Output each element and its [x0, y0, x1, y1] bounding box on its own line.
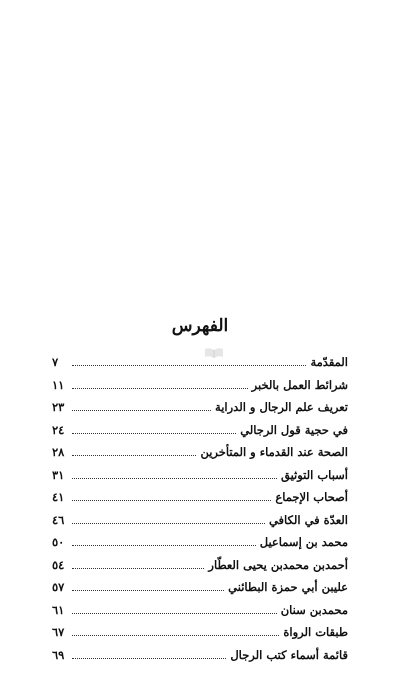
toc-page-number: ٦٩: [52, 647, 65, 662]
toc-entry-title: قائمة أسماء كتب الرجال: [230, 647, 348, 662]
toc-entry: [52, 511, 348, 527]
toc-entry: [52, 601, 348, 617]
toc-entry: [52, 421, 348, 437]
toc-page-number: ٤١: [52, 490, 65, 504]
toc-entry-title: أسباب التوثيق: [280, 467, 348, 482]
toc-leader-dots: [72, 612, 277, 614]
toc-leader-dots: [72, 589, 224, 591]
toc-page-number: ٥٧: [52, 580, 65, 594]
toc-page-number: ٢٨: [52, 445, 65, 459]
toc-page-number: ٧: [52, 355, 59, 369]
toc-entry-title: طبقات الرواة: [283, 625, 348, 639]
toc-entry: [52, 533, 348, 549]
toc-entry-title: تعريف علم الرجال و الدراية: [215, 400, 348, 414]
toc-entry-title: عليبن أبي حمزة البطائني: [228, 580, 348, 594]
toc-entry: [52, 443, 348, 459]
toc-leader-dots: [72, 544, 256, 546]
toc-page-number: ٢٣: [52, 400, 65, 414]
toc-leader-dots: [72, 657, 226, 659]
toc-leader-dots: [72, 499, 271, 501]
toc-page-number: ١١: [52, 377, 65, 392]
toc-page-number: ٥٤: [52, 557, 65, 572]
toc-leader-dots: [72, 634, 279, 636]
toc-entry-title: أصحاب الإجماع: [275, 490, 348, 504]
toc-entry-title: محمد بن إسماعيل: [259, 535, 348, 549]
toc-entry-title: في حجية قول الرجالي: [240, 422, 348, 437]
toc-leader-dots: [72, 477, 277, 479]
toc-entry: [52, 488, 348, 504]
toc-entry: [52, 376, 348, 392]
toc-entry: [52, 646, 348, 662]
toc-page-number: ٢٤: [52, 422, 65, 437]
toc-entry: [52, 578, 348, 594]
toc-entry-title: أحمدبن محمدبن يحيى العطّار: [208, 557, 348, 572]
toc-leader-dots: [72, 432, 236, 434]
toc-entry-title: الصحة عند القدماء و المتأخرين: [200, 445, 348, 459]
toc-entry: [52, 398, 348, 414]
page-title: الفهرس: [171, 316, 229, 336]
toc-entry: [52, 353, 348, 369]
toc-entry-title: العدّة في الكافي: [268, 512, 348, 527]
toc-entry-title: شرائط العمل بالخبر: [251, 377, 348, 392]
toc-page-number: ٣١: [52, 467, 65, 482]
toc-page-number: ٦٧: [52, 625, 65, 639]
toc-page-number: ٥٠: [52, 535, 65, 549]
toc-leader-dots: [72, 409, 211, 411]
toc-leader-dots: [72, 454, 196, 456]
toc-page-number: ٦١: [52, 602, 65, 617]
toc-entry: [52, 466, 348, 482]
toc-entry: [52, 623, 348, 639]
toc-page-number: ٤٦: [52, 512, 65, 527]
toc-leader-dots: [72, 522, 265, 524]
toc-leader-dots: [72, 364, 306, 366]
toc-entry: [52, 556, 348, 572]
toc-entry-title: المقدّمة: [310, 355, 348, 369]
toc-leader-dots: [72, 567, 204, 569]
toc-leader-dots: [72, 387, 248, 389]
toc-entry-title: محمدبن سنان: [280, 602, 348, 617]
